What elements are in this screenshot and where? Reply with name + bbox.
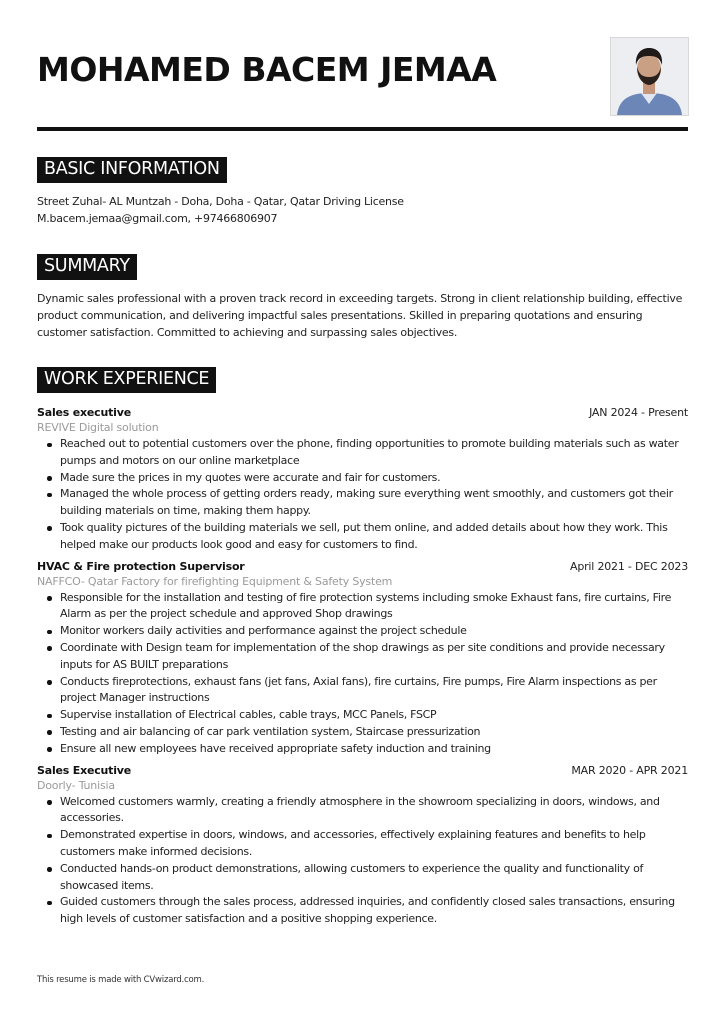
header-divider xyxy=(37,127,688,131)
list-item: Managed the whole process of getting orders ready, making sure everything went smoothly, and customers got their building materials on time, making them happy. xyxy=(60,486,688,520)
job-responsibilities xyxy=(37,590,688,758)
list-item: Responsible for the installation and testing of fire protection systems including smoke Exhaust fans, fire curtains, Fire Alarm as per the project schedule and approved Shop drawings xyxy=(60,590,688,624)
list-item: Made sure the prices in my quotes were accurate and fair for customers. xyxy=(60,470,688,487)
profile-photo xyxy=(610,37,689,116)
person-portrait-icon xyxy=(611,38,688,115)
summary-section xyxy=(37,254,688,341)
basic-information-heading: BASIC INFORMATION xyxy=(37,157,227,183)
basic-information-section xyxy=(37,157,688,228)
list-item: Coordinate with Design team for implementation of the shop drawings as per site conditions and provide necessary inputs for AS BUILT preparations xyxy=(60,640,688,674)
list-item: Ensure all new employees have received appropriate safety induction and training xyxy=(60,741,688,758)
company-name: Doorly- Tunisia xyxy=(37,778,115,792)
job-title: Sales Executive xyxy=(37,763,132,777)
list-item: Guided customers through the sales process, addressed inquiries, and confidently closed sales transactions, ensuring high levels of customer satisfaction and a positive shopping experience. xyxy=(60,894,688,928)
job-title: HVAC & Fire protection Supervisor xyxy=(37,559,245,573)
candidate-name: MOHAMED BACEM JEMAA xyxy=(37,50,497,89)
job-entry xyxy=(37,406,688,554)
job-responsibilities xyxy=(37,794,688,928)
summary-heading: SUMMARY xyxy=(37,254,137,280)
list-item: Conducts fireprotections, exhaust fans (jet fans, Axial fans), fire curtains, Fire pumps, Fire Alarm inspections as per project Manager instructions xyxy=(60,674,688,708)
list-item: Took quality pictures of the building materials we sell, put them online, and added details about how they work. This helped make our products look good and easy for customers to find. xyxy=(60,520,688,554)
list-item: Testing and air balancing of car park ventilation system, Staircase pressurization xyxy=(60,724,688,741)
work-experience-heading: WORK EXPERIENCE xyxy=(37,367,216,393)
summary-text: Dynamic sales professional with a proven track record in exceeding targets. Strong in client relationship building, effective product communication, and delivering impactful sales presentations. Skilled in preparing quotations and ensuring customer satisfaction. Committed to achieving and surpassing sales objectives. xyxy=(37,292,683,339)
company-name: NAFFCO- Qatar Factory for firefighting Equipment & Safety System xyxy=(37,574,393,588)
list-item: Monitor workers daily activities and performance against the project schedule xyxy=(60,623,688,640)
list-item: Reached out to potential customers over the phone, finding opportunities to promote building materials such as water pumps and motors on our online marketplace xyxy=(60,436,688,470)
address-line: Street Zuhal- AL Muntzah - Doha, Doha - Qatar, Qatar Driving License xyxy=(37,195,404,208)
job-entry xyxy=(37,560,688,758)
work-experience-section xyxy=(37,367,688,928)
footer-credit: This resume is made with CVwizard.com. xyxy=(37,975,205,985)
job-responsibilities xyxy=(37,436,688,554)
job-entry xyxy=(37,764,688,928)
list-item: Welcomed customers warmly, creating a friendly atmosphere in the showroom specializing in doors, windows, and accessories. xyxy=(60,794,688,828)
list-item: Supervise installation of Electrical cables, cable trays, MCC Panels, FSCP xyxy=(60,707,688,724)
list-item: Demonstrated expertise in doors, windows, and accessories, effectively explaining features and benefits to help customers make informed decisions. xyxy=(60,827,688,861)
contact-line: M.bacem.jemaa@gmail.com, +97466806907 xyxy=(37,211,278,225)
job-dates: MAR 2020 - APR 2021 xyxy=(571,763,688,777)
company-name: REVIVE Digital solution xyxy=(37,421,159,434)
job-title: Sales executive xyxy=(37,406,131,419)
list-item: Conducted hands-on product demonstrations, allowing customers to experience the quality and functionality of showcased items. xyxy=(60,861,688,895)
job-dates: JAN 2024 - Present xyxy=(589,406,688,419)
job-dates: April 2021 - DEC 2023 xyxy=(570,559,688,573)
